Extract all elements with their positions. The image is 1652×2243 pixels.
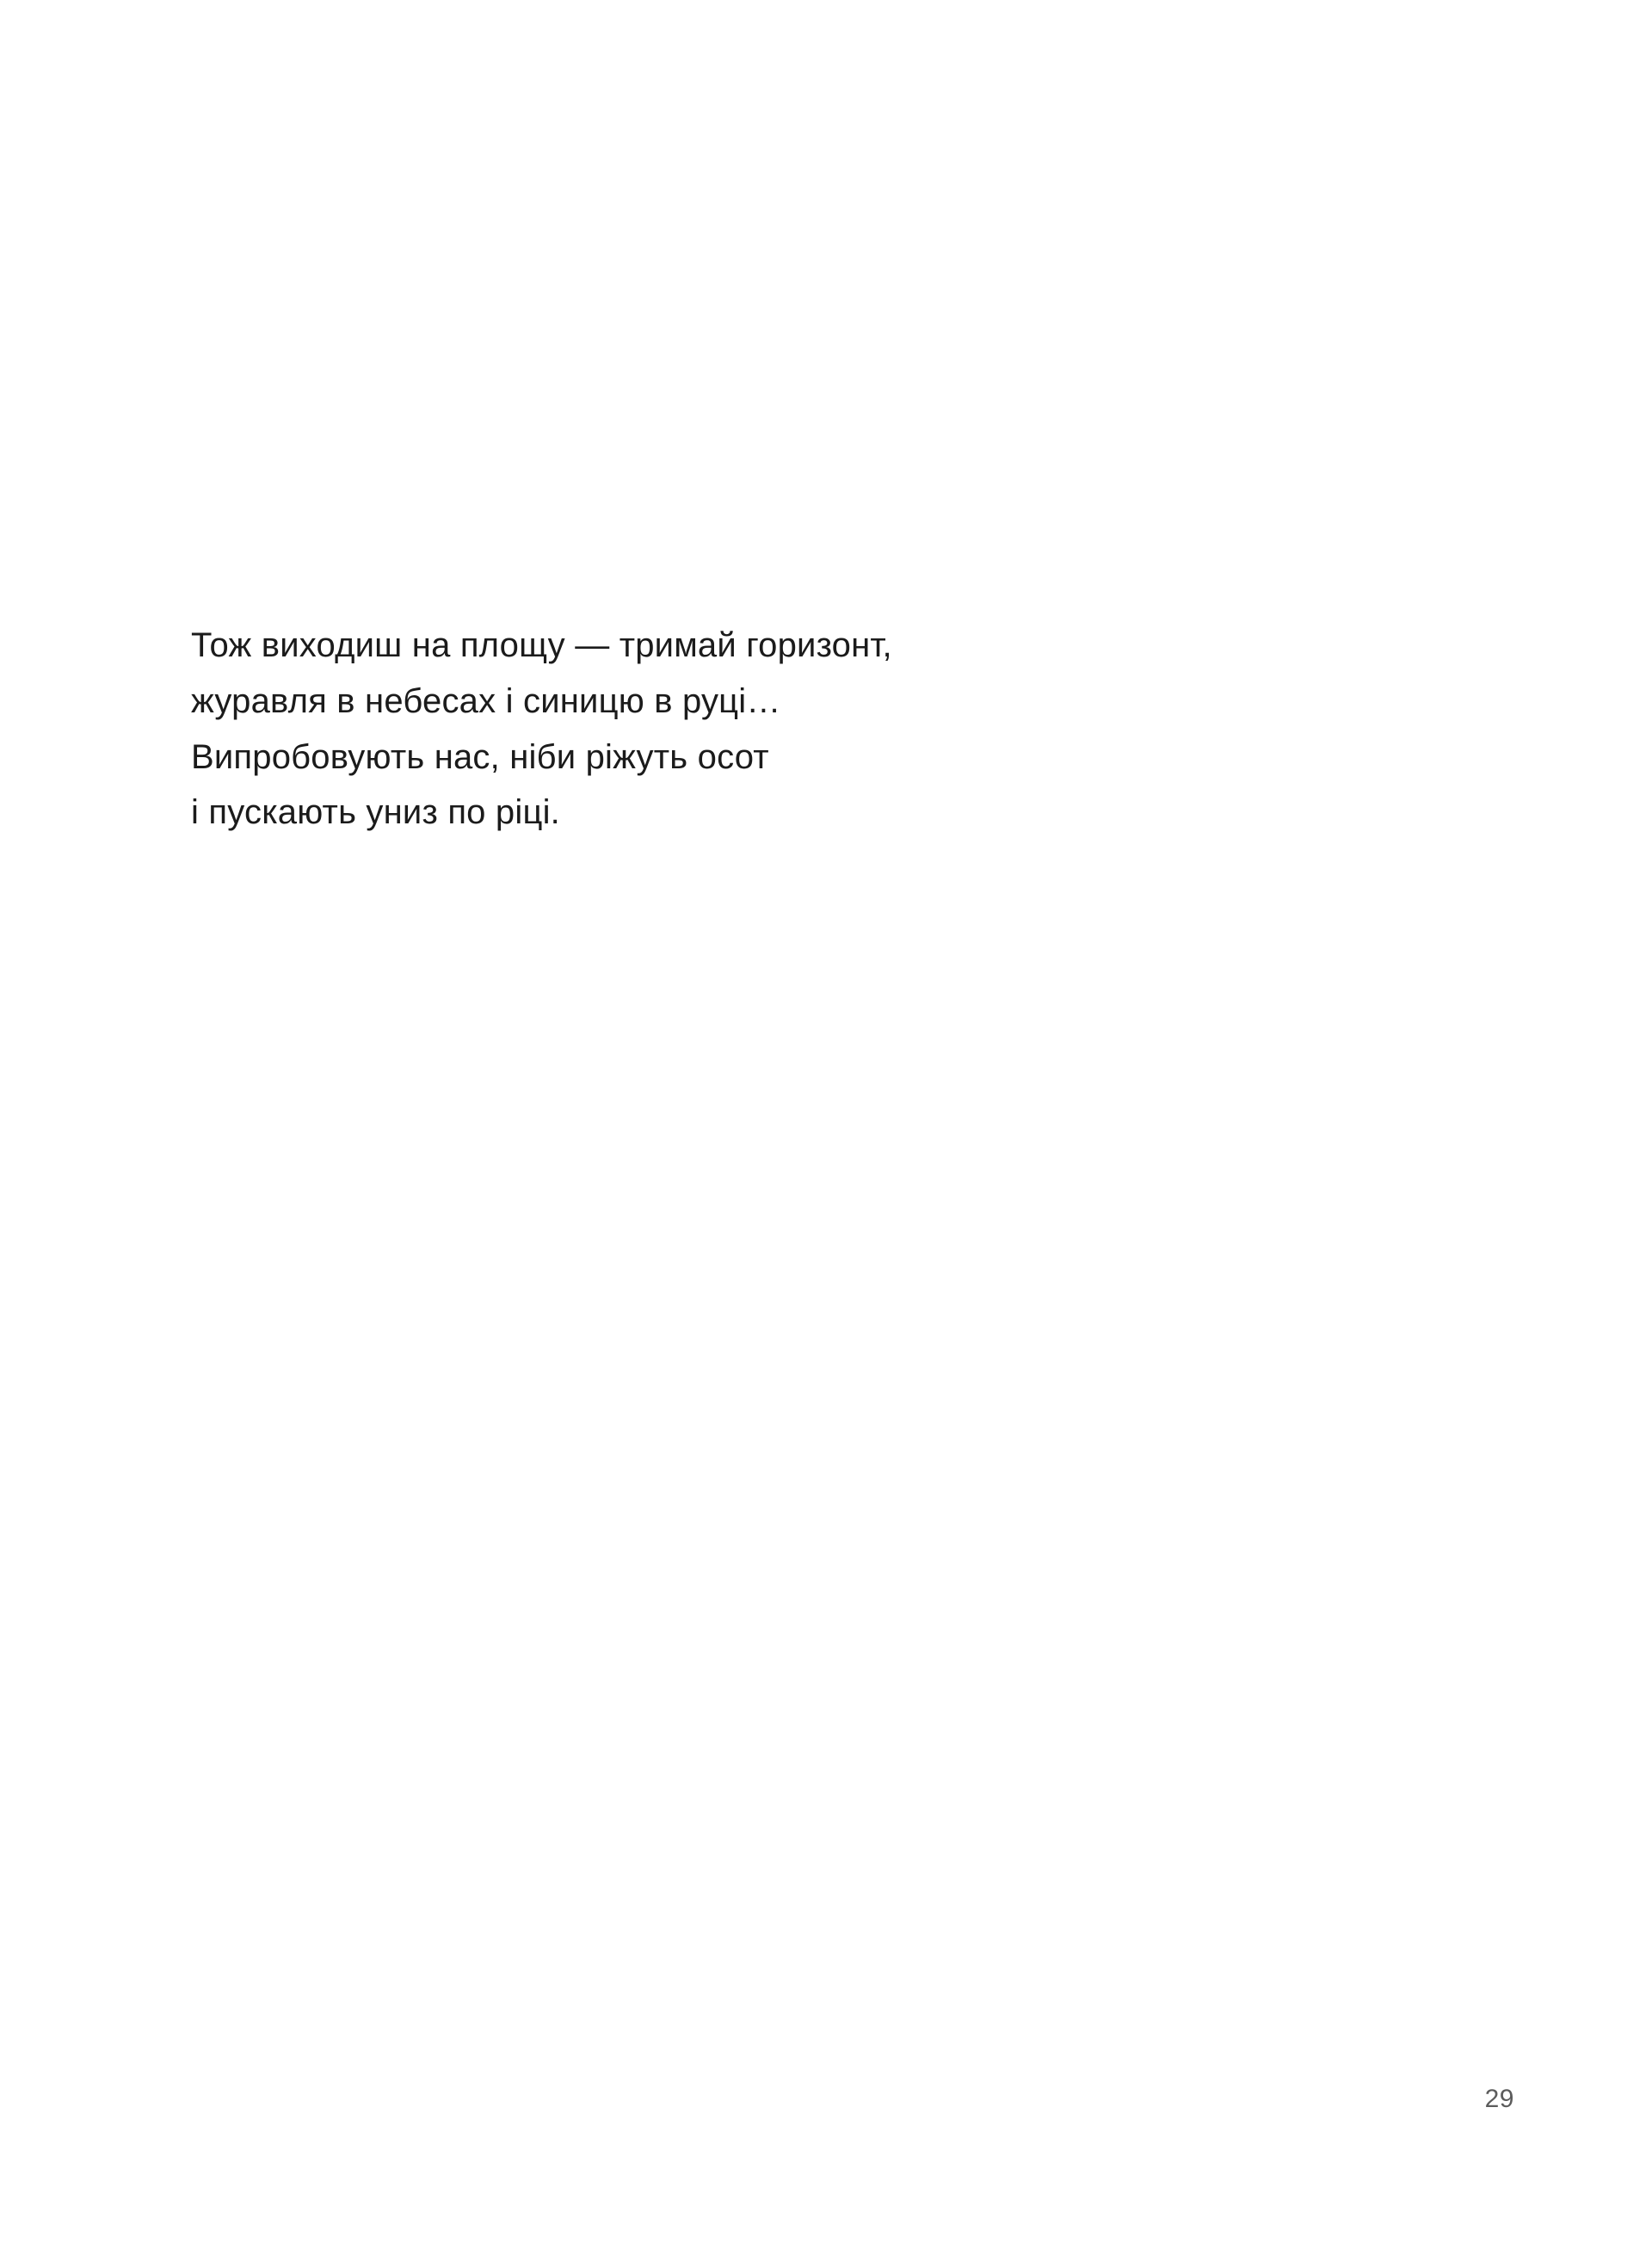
poem-line: Тож виходиш на площу — тримай горизонт, bbox=[191, 626, 892, 664]
poem-line: Випробовують нас, ніби ріжуть осот bbox=[191, 737, 769, 776]
poem-line: і пускають униз по ріці. bbox=[191, 793, 560, 832]
poem-stanza bbox=[191, 618, 1224, 841]
page-number: 29 bbox=[1484, 2085, 1514, 2113]
poem-line: журавля в небесах і синицю в руці… bbox=[191, 681, 781, 720]
